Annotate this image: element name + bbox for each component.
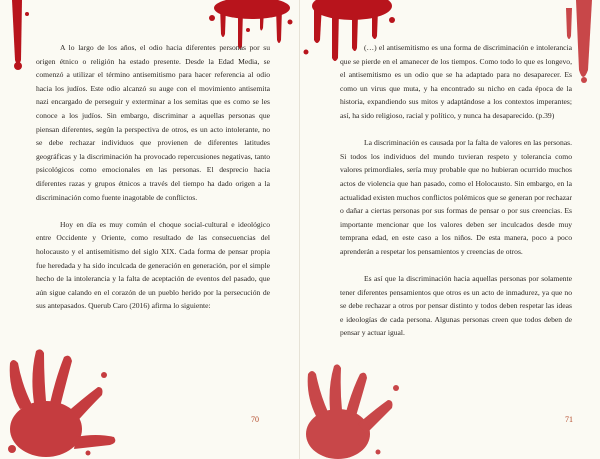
- paragraph: Hoy en día es muy común el choque social-cultural e ideológico entre Occidente y Oriente, como resultado de las consecuencias del holocausto y el antisemitismo del siglo XIX. Cada forma de pensar propia fue heredada y ha sido inculcada de generación en generación, por el simple hecho de la intolerancia y la falta de aceptación de eventos del pasado, que aún sigue calando en el corazón de un pueblo herido por la persecución de sus antepasados. Querub Caro (2016) afirma lo siguiente:: [36, 219, 270, 311]
- paragraph: A lo largo de los años, el odio hacia diferentes personas por su origen étnico o religión ha estado presente. Desde la Edad Media, se comenzó a utilizar el término antisemitismo para hacer referencia al odio hacia los judíos. Este odio alcanzó su auge con el movimiento antisemita nazi encargado de perseguir y exterminar a los semitas que es como se les conoce a los judíos. Sin embargo, discriminar a aquellas personas que piensan diferentes, según la perspectiva de otros, es un acto intolerante, no se debe rechazar individuos que provienen de diferentes latitudes geográficas y la discriminación ha provocado repercusiones negativas, tanto psicológicos como emocionales en las personas. El desprecio hacia diferentes razas y grupos étnicos a través del tiempo ha dado origen a la discriminación como fuente inagotable de conflictos.: [36, 43, 270, 202]
- right-page: [300, 0, 600, 459]
- page-number: 70: [251, 415, 259, 424]
- blood-drip-top-left: [8, 0, 32, 72]
- right-page-text: [340, 41, 572, 354]
- left-page-text: [36, 41, 270, 326]
- bloody-handprint-bottom-left: [0, 345, 130, 459]
- paragraph: Es así que la discriminación hacia aquellas personas por solamente tener diferentes pensamientos que otros es un acto de inmadurez, ya que no se debe rechazar a otros por pensar distinto y todos deben respetar las ideas e ideologías de cada persona. Algunas personas creen que todos deben de pensar y actuar igual.: [340, 274, 572, 338]
- bloody-handprint-bottom-right-page: [300, 360, 410, 459]
- quote-paragraph: (…) el antisemitismo es una forma de discriminación e intolerancia que se pierde en el amanecer de los tiempos. Como todo lo que es longevo, el antisemitismo es un odio que se ha adaptado para no desaparecer. Es como un virus que muta, y ha encontrado su nicho en cada época de la historia, expandiendo sus mitos y adaptándose a los contextos imperantes; así, ha sido religioso, racial y político, y nunca ha desaparecido. (p.39): [340, 43, 572, 120]
- paragraph: La discriminación es causada por la falta de valores en las personas. Si todos los individuos del mundo tuvieran respeto y tolerancia como valores primordiales, sería muy probable que no hubieran ocurrido muchos actos de violencia que han pasado, como el Holocausto. Sin embargo, en la actualidad existen muchos conflictos polémicos que se generan por rechazar o dañar a ciertas personas por sus formas de pensar o por sus creencias. Es importante mencionar que los valores deben ser inculcados desde muy temprana edad, en este caso a los niños. De esta manera, poco a poco aprenderán a respetar los pensamientos y creencias de otros.: [340, 138, 572, 256]
- page-number: 71: [565, 415, 573, 424]
